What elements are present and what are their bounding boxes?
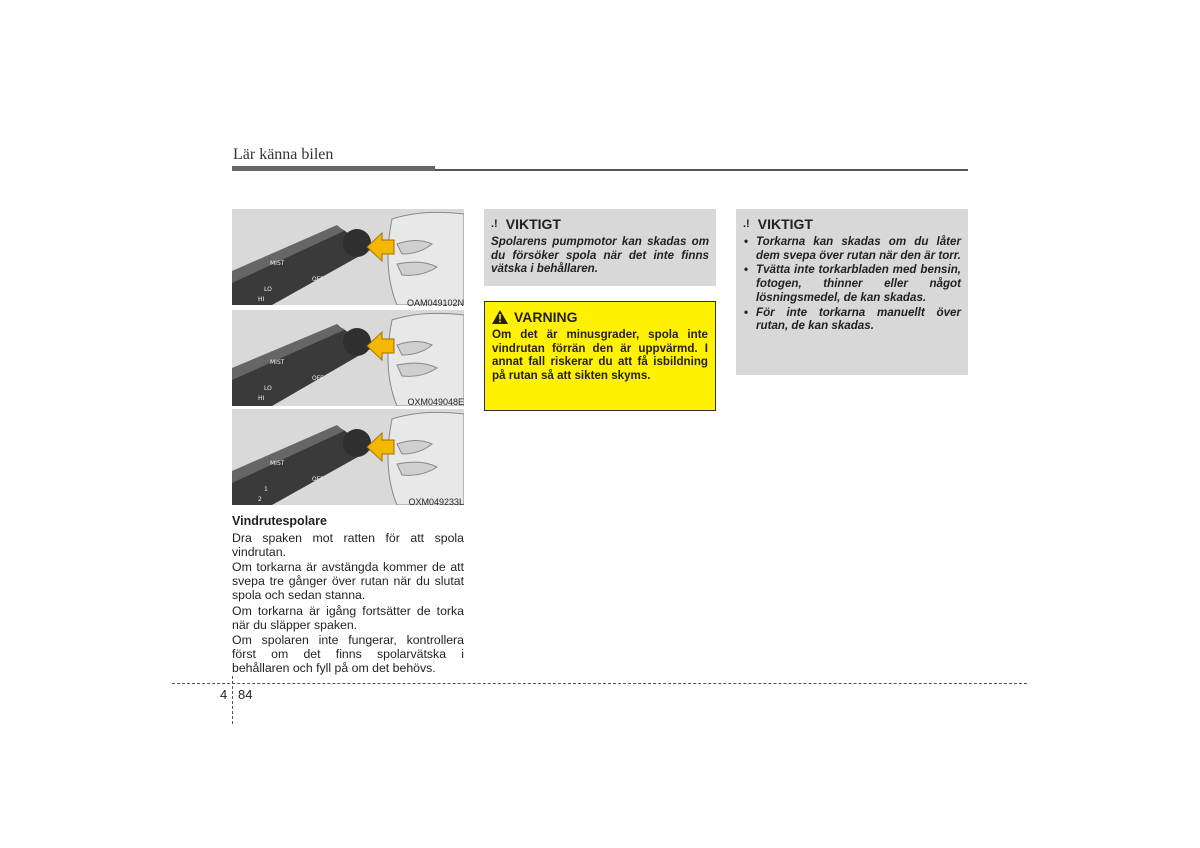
warning-triangle-icon	[492, 310, 508, 324]
body-paragraph-1: Dra spaken mot ratten för att spola vindrutan.	[232, 531, 464, 560]
figure-a-code: OAM049102N	[406, 298, 464, 308]
wiper-stalk-illustration-b	[232, 310, 464, 406]
header-rule-thick	[232, 166, 435, 171]
footer-dashed-divider	[232, 676, 233, 724]
page-number: 84	[238, 687, 253, 702]
stalk-mark-lo: LO	[264, 385, 272, 392]
stalk-mark-2: 2	[258, 496, 262, 503]
stalk-mark-mist: MIST	[270, 460, 285, 467]
stalk-mark-1: 1	[264, 486, 268, 493]
notice-icon: .!	[491, 218, 498, 230]
list-item: • Torkarna kan skadas om du låter dem svepa över rutan när den är torr.	[743, 235, 961, 262]
wiper-stalk-illustration-a	[232, 209, 464, 305]
body-paragraph-3: Om torkarna är igång fortsätter de torka när du släpper spaken.	[232, 604, 464, 633]
stalk-mark-off: OFF	[312, 276, 324, 283]
body-paragraph-2: Om torkarna är avstängda kommer de att svepa tre gånger över rutan när du slutat spola och sedan stanna.	[232, 560, 464, 603]
figure-c-code: OXM049233L	[408, 497, 464, 507]
header-rule-thin	[435, 169, 968, 171]
notice-list	[743, 235, 961, 333]
chapter-number: 4	[220, 687, 228, 702]
figure-c-wiper-stalk	[232, 409, 464, 505]
body-paragraph-4: Om spolaren inte fungerar, kontrollera först om det finns spolarvätska i behållaren och fyll på om det behövs.	[232, 633, 464, 676]
notice-text: Spolarens pumpmotor kan skadas om du försöker spola när det inte finns vätska i behållaren.	[491, 235, 709, 276]
notice-icon: .!	[743, 218, 750, 230]
stalk-mark-mist: MIST	[270, 359, 285, 366]
figure-a-wiper-stalk	[232, 209, 464, 305]
notice-title: .! VIKTIGT	[743, 216, 813, 232]
list-item: • För inte torkarna manuellt över rutan, de kan skadas.	[743, 306, 961, 333]
footer-dashed-rule	[172, 683, 1027, 684]
section-heading: Vindrutespolare	[232, 514, 327, 528]
stalk-mark-off: OFF	[312, 375, 324, 382]
notice-title: .! VIKTIGT	[491, 216, 561, 232]
warning-title: VARNING	[492, 309, 708, 325]
warning-text: Om det är minusgrader, spola inte vindrutan förrän den är uppvärmd. I annat fall riskerar du att få isbildning på rutan så att sikten skyms.	[492, 328, 708, 383]
warning-box	[484, 301, 716, 411]
wiper-stalk-illustration-c	[232, 409, 464, 505]
list-item: • Tvätta inte torkarbladen med bensin, fotogen, thinner eller något lösningsmedel, de kan skadas.	[743, 263, 961, 304]
notice-box-pump	[484, 209, 716, 286]
figure-b-code: OXM049048E	[407, 397, 464, 407]
stalk-mark-lo: LO	[264, 286, 272, 293]
stalk-mark-hi: HI	[258, 296, 265, 303]
stalk-mark-mist: MIST	[270, 260, 285, 267]
running-header-title: Lär känna bilen	[233, 146, 334, 163]
figure-b-wiper-stalk	[232, 310, 464, 406]
stalk-mark-off: OFF	[312, 476, 324, 483]
stalk-mark-hi: HI	[258, 395, 265, 402]
notice-box-wipers	[736, 209, 968, 375]
